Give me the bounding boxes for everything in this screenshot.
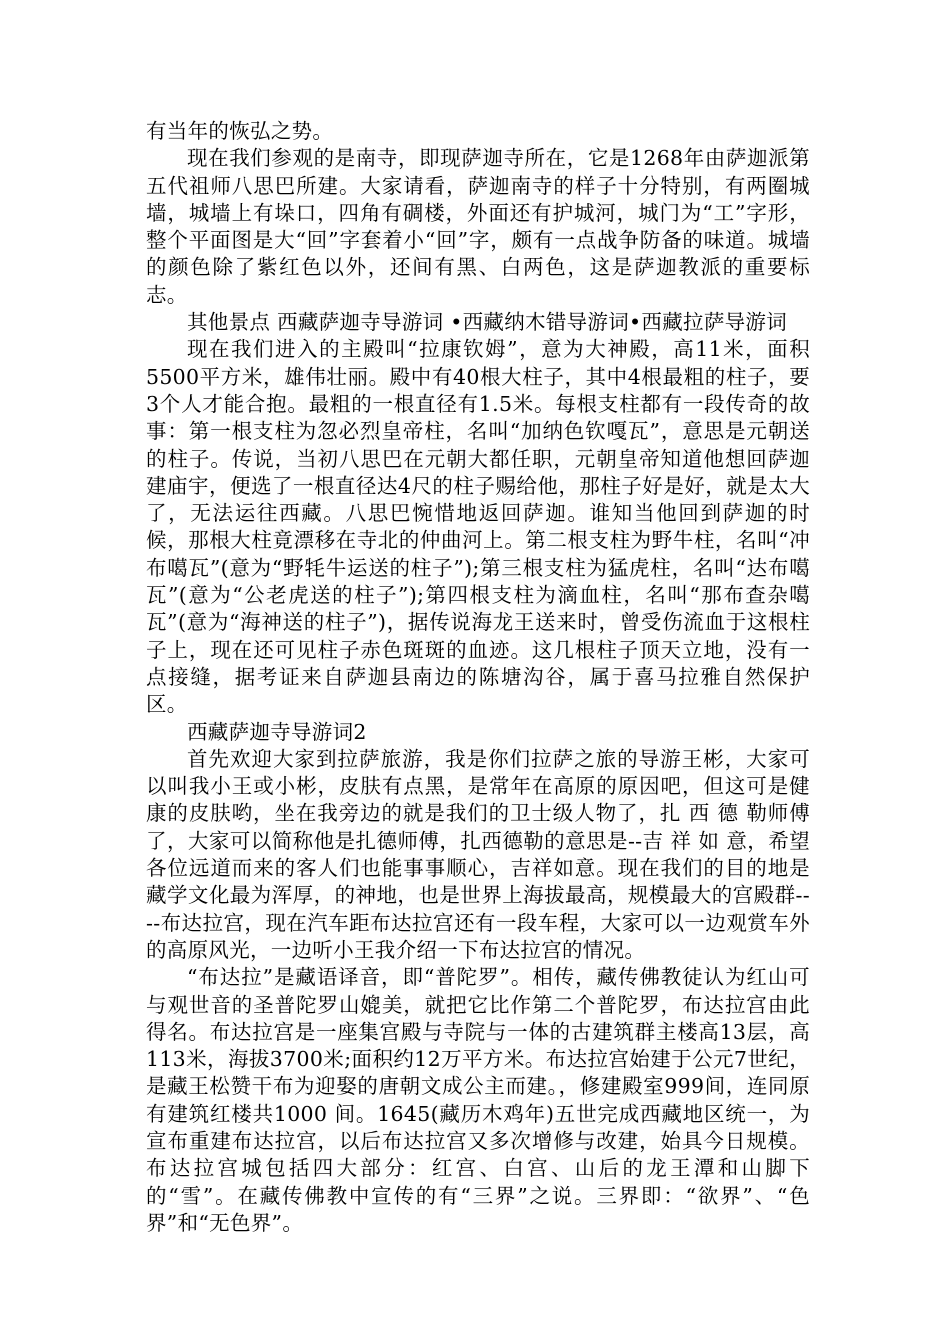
paragraph-continuation: 有当年的恢弘之势。: [146, 119, 334, 143]
paragraph-potala: “布达拉”是藏语译音，即“普陀罗”。相传，藏传佛教徒认为红山可与观世音的圣普陀罗山媲美，就把它比作第二个普陀罗，布达拉宫由此得名。布达拉宫是一座集宫殿与寺院与一体的古建筑群主楼高13层，高113米，海拔3700米;面积约12万平方米。布达拉宫始建于公元7世纪，是藏王松赞干布为迎娶的唐朝文成公主而建。，修建殿室999间，连同原有建筑红楼共1000 间。1645(藏历木鸡年)五世完成西藏地区统一，为宣布重建布达拉宫，以后布达拉宫又多次增修与改建，始具今日规模。布达拉宫城包括四大部分：红宫、白宫、山后的龙王潭和山脚下的“雪”。在藏传佛教中宣传的有“三界”之说。三界即：“欲界”、“色界”和“无色界”。: [146, 965, 810, 1235]
paragraph-related-links: 其他景点 西藏萨迦寺导游词 •西藏纳木错导游词•西藏拉萨导游词: [187, 310, 788, 335]
section-heading: 西藏萨迦寺导游词2: [187, 719, 367, 744]
document-page: [146, 118, 810, 1237]
paragraph-welcome: 首先欢迎大家到拉萨旅游，我是你们拉萨之旅的导游王彬，大家可以叫我小王或小彬，皮肤有点黑，是常年在高原的原因吧，但这可是健康的皮肤哟，坐在我旁边的就是我们的卫士级人物了，扎 西 德 勒师傅了，大家可以简称他是扎德师傅，扎西德勒的意思是--吉 祥 如 意，希望各位远道而来的客人们也能事事顺心，吉祥如意。现在我们的目的地是藏学文化最为浑厚，的神地，也是世界上海拔最高，规模最大的宫殿群----布达拉宫，现在汽车距布达拉宫还有一段车程，大家可以一边观赏车外的高原风光，一边听小王我介绍一下布达拉宫的情况。: [146, 746, 810, 962]
paragraph-main-hall: 现在我们进入的主殿叫“拉康钦姆”，意为大神殿，高11米，面积5500平方米，雄伟壮丽。殿中有40根大柱子，其中4根最粗的柱子，要3个人才能合抱。最粗的一根直径有1.5米。每根支柱都有一段传奇的故事：第一根支柱为忽必烈皇帝柱，名叫“加纳色钦嘎瓦”，意思是元朝送的柱子。传说，当初八思巴在元朝大都任职，元朝皇帝知道他想回萨迦建庙宇，便选了一根直径达4尺的柱子赐给他，那柱子好是好，就是太大了，无法运往西藏。八思巴惋惜地返回萨迦。谁知当他回到萨迦的时候，那根大柱竟漂移在寺北的仲曲河上。第二根支柱为野牛柱，名叫“冲布噶瓦”(意为“野牦牛运送的柱子”);第三根支柱为猛虎柱，名叫“达布噶瓦”(意为“公老虎送的柱子”);第四根支柱为滴血柱，名叫“那布查杂噶瓦”(意为“海神送的柱子”)，据传说海龙王送来时，曾受伤流血于这根柱子上，现在还可见柱子赤色斑斑的血迹。这几根柱子顶天立地，没有一点接缝，据考证来自萨迦县南边的陈塘沟谷，属于喜马拉雅自然保护区。: [146, 337, 810, 717]
paragraph-south-temple: 现在我们参观的是南寺，即现萨迦寺所在，它是1268年由萨迦派第五代祖师八思巴所建。大家请看，萨迦南寺的样子十分特别，有两圈城墙，城墙上有垛口，四角有碉楼，外面还有护城河，城门为“工”字形，整个平面图是大“回”字套着小“回”字，颇有一点战争防备的味道。城墙的颜色除了紫红色以外，还间有黑、白两色，这是萨迦教派的重要标志。: [146, 146, 810, 307]
